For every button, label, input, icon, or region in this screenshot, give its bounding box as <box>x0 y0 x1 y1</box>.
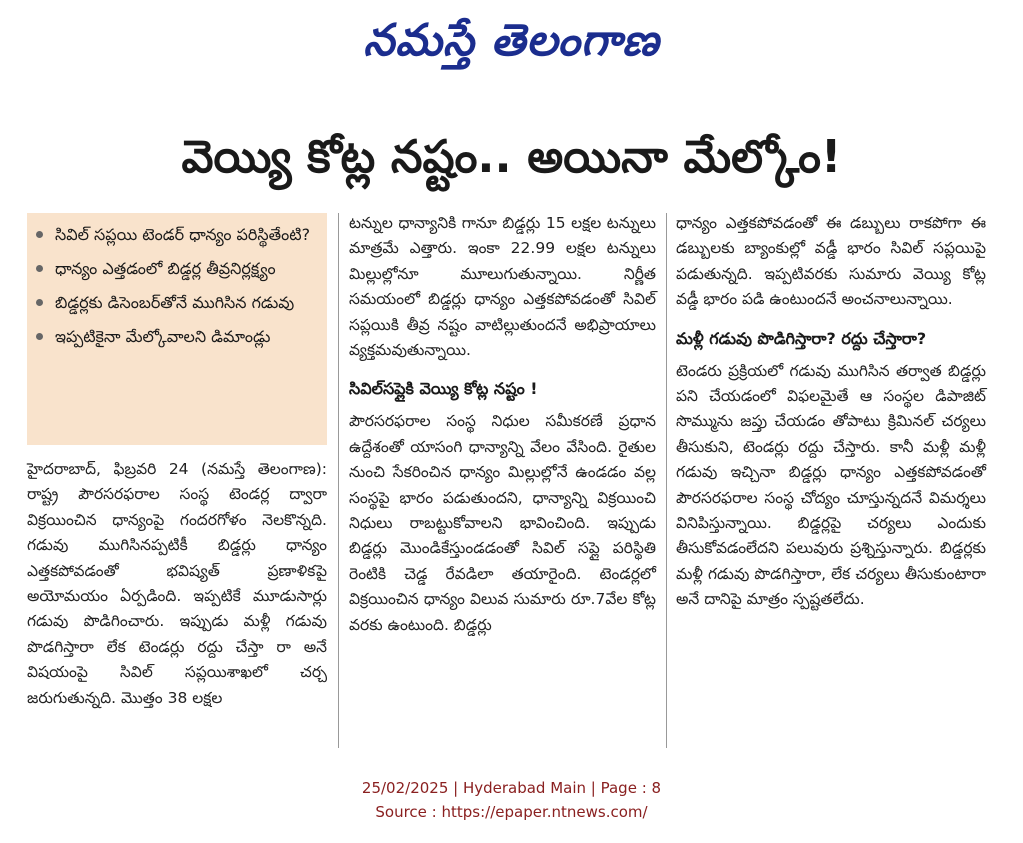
highlight-text: బిడ్డర్లకు డిసెంబర్‌తోనే ముగిసిన గడువు <box>55 293 295 312</box>
source-link[interactable]: Source : https://epaper.ntnews.com/ <box>375 803 648 821</box>
masthead-logo: నమస్తే తెలంగాణ <box>363 15 660 66</box>
headline: వెయ్యి కోట్ల నష్టం.. అయినా మేల్కోం! <box>181 130 842 183</box>
paragraph: టెండరు ప్రక్రియలో గడువు ముగిసిన తర్వాత బిడ్డర్లు పని చేయడంలో విఫలమైతే ఆ సంస్థల డిపాజిట్ సొమ్మును జప్తు చేయడం తోపాటు క్రిమినల్ చర్యలు తీసుకుని, టెండర్లు రద్దు చేస్తారు. కానీ మళ్లీ మళ్లీ గడువు ఇచ్చినా బిడ్డర్లు ధాన్యం ఎత్తకపోవడంతో పౌరసరఫరాల సంస్థ చోద్యం చూస్తున్నదనే విమర్శలు వినిపిస్తున్నాయి. బిడ్డర్లపై చర్యలు ఎందుకు తీసుకోవడంలేదని పలువురు ప్రశ్నిస్తున్నారు. బిడ్డర్లకు మళ్లీ గడువు పొడగిస్తారా, లేక చర్యలు తీసుకుంటారా అనే దానిపై మాత్రం స్పష్టతలేదు. <box>676 361 986 609</box>
highlight-text: ధాన్యం ఎత్తడంలో బిడ్డర్ల తీవ్రనిర్లక్ష్యం <box>55 259 276 278</box>
edition-info: 25/02/2025 | Hyderabad Main | Page : 8 <box>361 779 662 797</box>
article-column-3 <box>676 211 986 751</box>
highlight-item <box>27 257 327 281</box>
paragraph: టన్నుల ధాన్యానికి గానూ బిడ్డర్లు 15 లక్షల టన్నులు మాత్రమే ఎత్తారు. ఇంకా 22.99 లక్షల టన్నులు మిల్లుల్లోనూ మూలుగుతున్నాయి. నిర్ణీత సమయంలో బిడ్డర్లు ధాన్యం ఎత్తకపోవడంతో సివిల్ సప్లయికి తీవ్ర నష్టం వాటిల్లుతుందనే అభిప్రాయాలు వ్యక్తమవుతున్నాయి. <box>349 214 656 360</box>
paragraph: హైదరాబాద్, ఫిబ్రవరి 24 (నమస్తే తెలంగాణ): రాష్ట్ర పౌరసరఫరాల సంస్థ టెండర్ల ద్వారా విక్రయించిన ధాన్యంపై గందరగోళం నెలకొన్నది. గడువు ముగిసినప్పటికీ బిడ్డర్లు ధాన్యం ఎత్తకపోవడంతో భవిష్యత్ ప్రణాళికపై అయోమయం ఏర్పడింది. ఇప్పటికే మూడుసార్లు గడువు పొడిగించారు. ఇప్పుడు మళ్లీ గడువు పొడగిస్తారా లేక టెండర్లు రద్దు చేస్తా రా అనే విషయంపై సివిల్ సప్లయిశాఖలో చర్చ జరుగుతున్నది. మొత్తం 38 లక్షల <box>27 460 327 707</box>
highlight-text: సివిల్ సప్లయి టెండర్ ధాన్యం పరిస్థితేంటి? <box>55 225 311 244</box>
highlight-item <box>27 291 327 315</box>
highlight-text: ఇప్పటికైనా మేల్కోవాలని డిమాండ్లు <box>55 327 271 346</box>
paragraph: పౌరసరఫరాల సంస్థ నిధుల సమీకరణే ప్రధాన ఉద్దేశంతో యాసంగి ధాన్యాన్ని వేలం వేసింది. రైతుల నుంచి సేకరించిన ధాన్యం మిల్లుల్లోనే ఉండడం వల్ల సంస్థపై భారం పడుతుందని, ధాన్యాన్ని విక్రయించి నిధులు రాబట్టుకోవాలని భావించింది. ఇప్పుడు బిడ్డర్లు మొండికేస్తుండడంతో సివిల్ సప్లై పరిస్థితి రెంటికి చెడ్డ రేవడిలా తయారైంది. టెండర్లలో విక్రయించిన ధాన్యం విలువ సుమారు రూ.7వేల కోట్ల వరకు ఉంటుంది. బిడ్డర్లు <box>349 412 656 634</box>
column-divider <box>338 213 339 748</box>
subheading: మళ్లీ గడువు పొడిగిస్తారా? రద్దు చేస్తారా? <box>676 328 927 348</box>
bullet-icon <box>36 265 43 272</box>
column-divider <box>666 213 667 748</box>
subheading: సివిల్‌సప్లైకి వెయ్యి కోట్ల నష్టం ! <box>349 379 538 399</box>
highlights-box <box>27 213 327 445</box>
bullet-icon <box>36 231 43 238</box>
highlight-item <box>27 223 327 247</box>
paragraph: ధాన్యం ఎత్తకపోవడంతో ఈ డబ్బులు రాకపోగా ఈ డబ్బులకు బ్యాంకుల్లో వడ్డీ భారం సివిల్ సప్లయిపై పడుతున్నది. ఇప్పటివరకు సుమారు వెయ్యి కోట్ల వడ్డీ భారం పడి ఉంటుందనే అంచనాలున్నాయి. <box>676 214 986 309</box>
article-column-1 <box>27 457 327 747</box>
bullet-icon <box>36 333 43 340</box>
highlight-item <box>27 325 327 349</box>
article-column-2 <box>349 211 656 751</box>
bullet-icon <box>36 299 43 306</box>
